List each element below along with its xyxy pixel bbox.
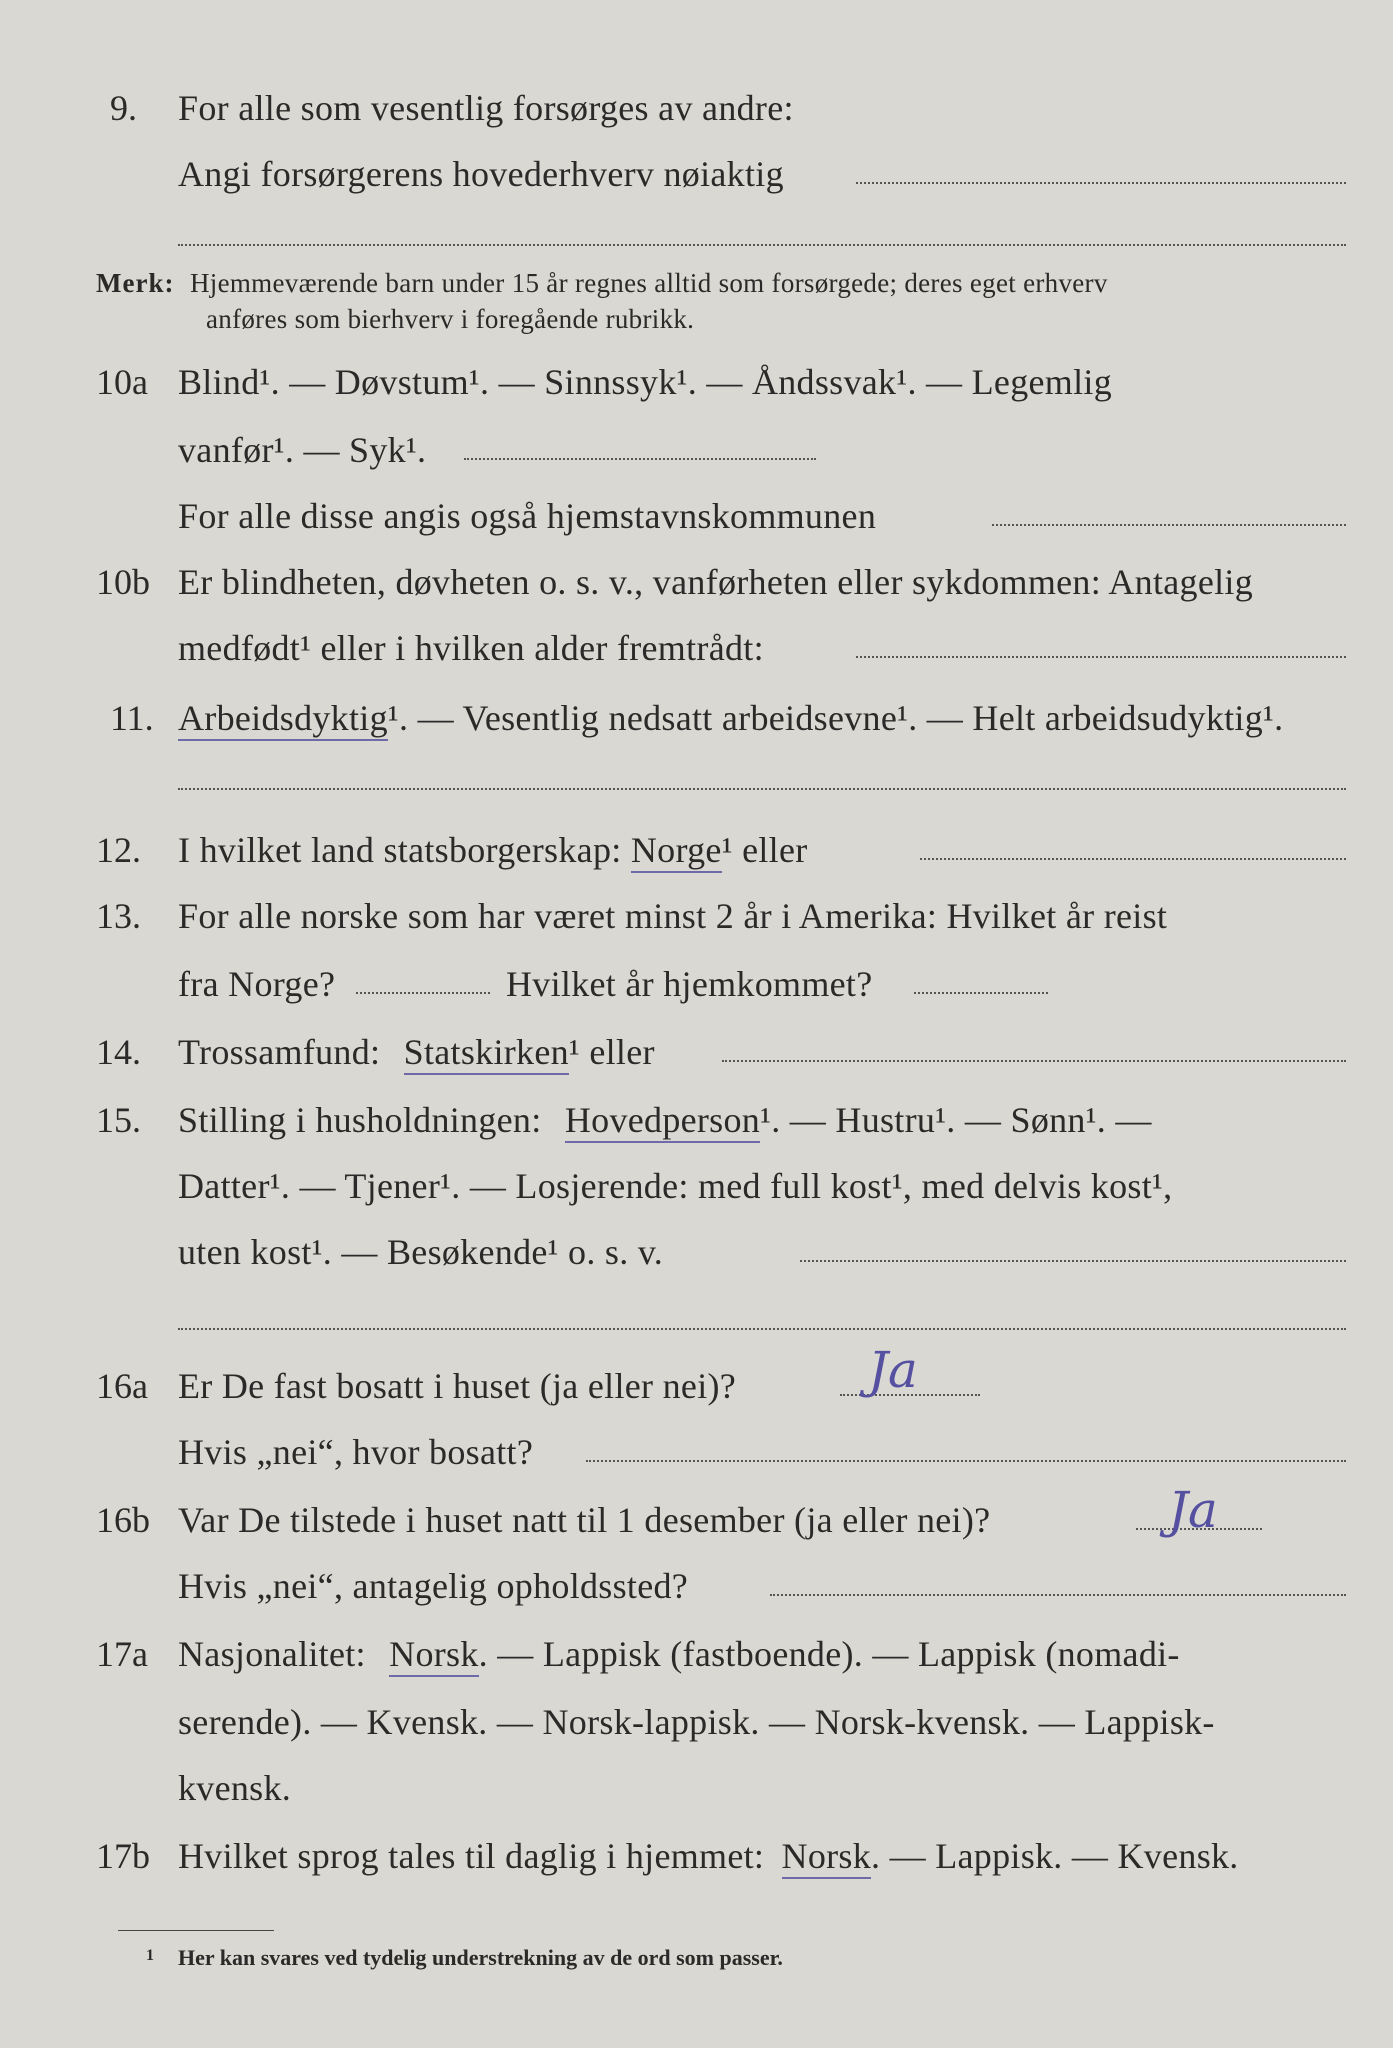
q9-line1: For alle som vesentlig forsørges av andre: — [178, 88, 794, 128]
q14-answer-line[interactable] — [722, 1060, 1346, 1062]
q13-reist-line[interactable] — [356, 992, 490, 994]
q10a-line3: For alle disse angis også hjemstavnskommunen — [178, 496, 877, 536]
q14-selected[interactable]: Statskirken — [404, 1032, 569, 1075]
q16a-handwritten-answer: Ja — [868, 1341, 918, 1399]
q17a-line2: serende). — Kvensk. — Norsk-lappisk. — Norsk-kvensk. — Lappisk- — [178, 1702, 1215, 1742]
q10a-line1: Blind¹. — Døvstum¹. — Sinnssyk¹. — Åndssvak¹. — Legemlig — [178, 362, 1112, 402]
footnote-text: Her kan svares ved tydelig understrekning av de ord som passer. — [178, 1945, 783, 1970]
q17a-rest: . — Lappisk (fastboende). — Lappisk (nomadi- — [478, 1634, 1180, 1674]
q17a-line1 — [178, 1632, 1180, 1676]
q16b-opholdssted-line[interactable] — [770, 1594, 1346, 1596]
q12-text: I hvilket land statsborgerskap: — [178, 830, 622, 870]
q15-line3: uten kost¹. — Besøkende¹ o. s. v. — [178, 1232, 664, 1272]
q14-line — [178, 1030, 655, 1074]
q10a-kommune-line[interactable] — [992, 524, 1346, 526]
q12-answer-line[interactable] — [920, 858, 1346, 860]
q15-number: 15. — [96, 1100, 141, 1140]
q13-hjemkommet-line[interactable] — [914, 992, 1048, 994]
footnote-rule — [118, 1930, 274, 1931]
footnote-mark: 1 — [146, 1947, 154, 1964]
q15-rest: ¹. — Hustru¹. — Sønn¹. — — [760, 1100, 1152, 1140]
q17b-rest: . — Lappisk. — Kvensk. — [871, 1836, 1239, 1876]
q15-answer-line[interactable] — [800, 1260, 1346, 1262]
q17a-text: Nasjonalitet: — [178, 1634, 366, 1674]
q10a-line2: vanfør¹. — Syk¹. — [178, 430, 427, 470]
q13-line2b: Hvilket år hjemkommet? — [506, 964, 873, 1004]
q9-answer-line[interactable] — [856, 182, 1346, 184]
q11-selected[interactable]: Arbeidsdyktig — [178, 698, 388, 741]
q16b-line2: Hvis „nei“, antagelig opholdssted? — [178, 1566, 689, 1606]
q15-text: Stilling i husholdningen: — [178, 1100, 542, 1140]
q17a-number: 17a — [96, 1634, 148, 1674]
q16a-bosatt-line[interactable] — [586, 1460, 1346, 1462]
q12-number: 12. — [96, 830, 141, 870]
q15-line1 — [178, 1098, 1152, 1142]
q16b-handwritten-answer: Ja — [1168, 1481, 1218, 1539]
q10a-syk-line[interactable] — [464, 458, 816, 460]
q16a-line2: Hvis „nei“, hvor bosatt? — [178, 1432, 534, 1472]
q11-number: 11. — [110, 698, 154, 738]
q12-rest: ¹ eller — [721, 830, 808, 870]
q17b-text: Hvilket sprog tales til daglig i hjemmet: — [178, 1836, 765, 1876]
q10b-line1: Er blindheten, døvheten o. s. v., vanførheten eller sykdommen: Antagelig — [178, 562, 1254, 602]
q11-line — [178, 696, 1283, 740]
q12-line — [178, 828, 808, 872]
q15-extra-line[interactable] — [178, 1328, 1346, 1330]
q10a-number: 10a — [96, 362, 148, 402]
q12-selected[interactable]: Norge — [631, 830, 722, 873]
q10b-answer-line[interactable] — [856, 656, 1346, 658]
q10b-number: 10b — [96, 562, 150, 602]
merk-line2: anføres som bierhverv i foregående rubrikk. — [206, 304, 695, 334]
q14-number: 14. — [96, 1032, 141, 1072]
q16a-number: 16a — [96, 1366, 148, 1406]
q16b-number: 16b — [96, 1500, 150, 1540]
q13-line2a: fra Norge? — [178, 964, 336, 1004]
q17b-number: 17b — [96, 1836, 150, 1876]
q17a-line3: kvensk. — [178, 1768, 292, 1808]
merk-line1: Hjemmeværende barn under 15 år regnes alltid som forsørgede; deres eget erhverv — [190, 268, 1108, 298]
q14-text: Trossamfund: — [178, 1032, 381, 1072]
merk-label: Merk: — [96, 268, 175, 298]
q16b-line1: Var De tilstede i huset natt til 1 desember (ja eller nei)? — [178, 1500, 991, 1540]
q13-line1: For alle norske som har været minst 2 år i Amerika: Hvilket år reist — [178, 896, 1168, 936]
q17b-selected[interactable]: Norsk — [782, 1836, 872, 1879]
q11-extra-line[interactable] — [178, 788, 1346, 790]
q9-number: 9. — [110, 88, 137, 128]
q10b-line2: medfødt¹ eller i hvilken alder fremtrådt: — [178, 628, 764, 668]
q9-extra-line[interactable] — [178, 244, 1346, 246]
q15-line2: Datter¹. — Tjener¹. — Losjerende: med full kost¹, med delvis kost¹, — [178, 1166, 1173, 1206]
q16a-line1: Er De fast bosatt i huset (ja eller nei)? — [178, 1366, 737, 1406]
q17b-line — [178, 1834, 1239, 1878]
q15-selected[interactable]: Hovedperson — [565, 1100, 760, 1143]
q9-line2: Angi forsørgerens hovederhverv nøiaktig — [178, 154, 784, 194]
q14-rest: ¹ eller — [568, 1032, 655, 1072]
q11-rest: ¹. — Vesentlig nedsatt arbeidsevne¹. — Helt arbeidsudyktig¹. — [387, 698, 1284, 738]
q17a-selected[interactable]: Norsk — [389, 1634, 479, 1677]
q13-number: 13. — [96, 896, 141, 936]
